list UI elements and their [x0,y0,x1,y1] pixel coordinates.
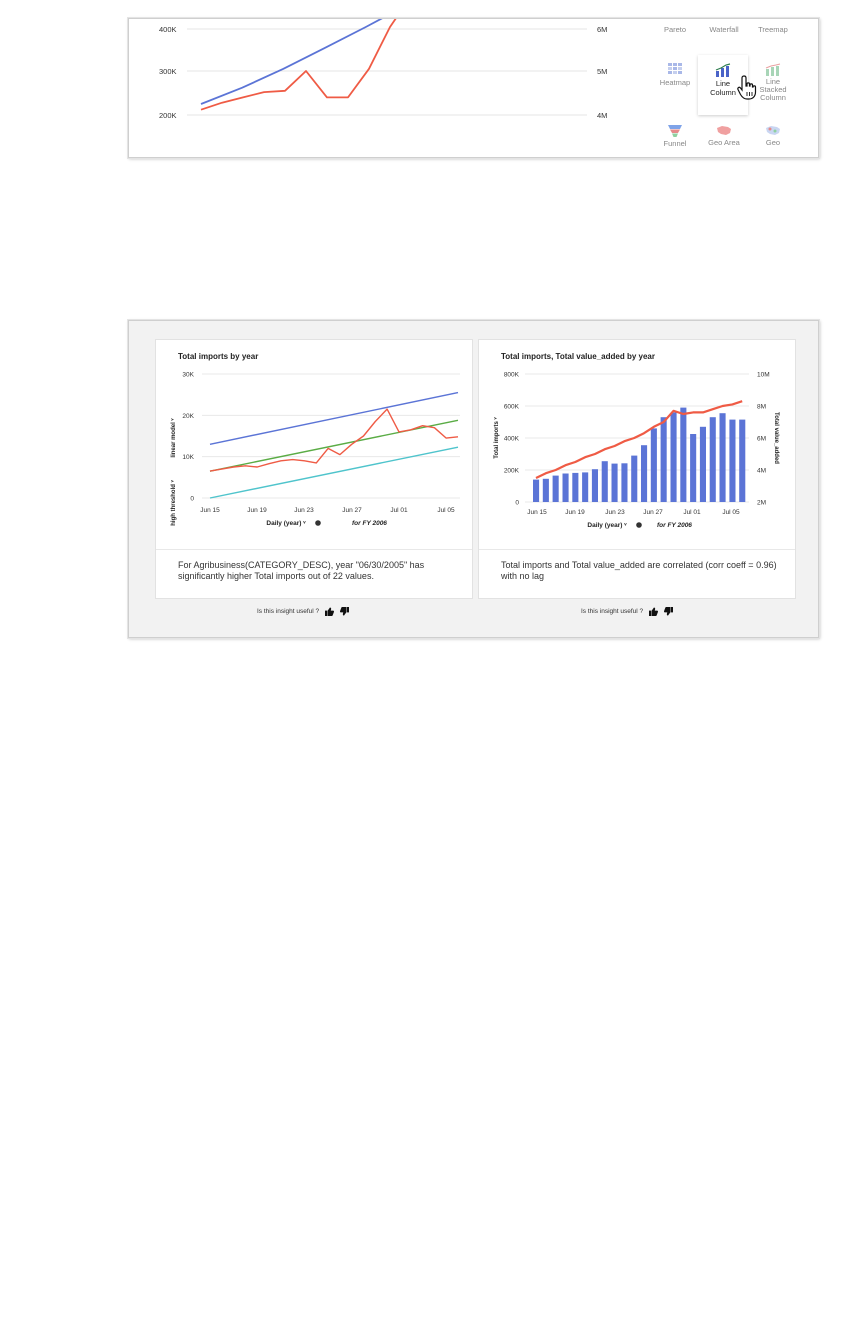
y-tick-label: 800K [503,371,519,379]
funnel-icon [668,125,682,137]
thumbs-down-icon[interactable] [340,607,349,616]
chart-type-panel [649,19,819,157]
y-tick-label: 10K [182,454,194,462]
y2-axis-label: Total value_added [773,412,779,464]
geo-icon [765,125,781,136]
bar [533,480,539,502]
x-tick-label: Jun 27 [643,509,663,516]
chart-type-heatmap[interactable] [652,63,698,87]
y-tick-label: 600K [503,403,519,411]
hand-cursor-icon [737,75,759,101]
x-axis-label: Daily (year) ᵛ [587,522,627,529]
chart-type-label: Line Stacked Column [759,77,787,102]
y2-tick-label: 6M [597,25,608,34]
geo-area-icon [716,125,732,136]
bar [543,479,549,502]
bar [671,412,677,502]
chart-type-label: Pareto [663,25,687,34]
bar [690,434,696,502]
y2-tick-label: 8M [757,403,767,411]
feedback-row-1 [257,607,349,616]
info-icon [315,520,321,526]
bar [720,413,726,502]
bar [700,427,706,502]
info-icon [636,522,642,528]
bar [680,408,686,502]
x-tick-label: Jul 01 [683,509,701,516]
x-tick-label: Jun 23 [605,509,625,516]
y2-tick-label: 4M [757,467,767,475]
y-tick-label: 30K [182,371,194,379]
x-tick-label: Jun 19 [247,507,267,514]
y-tick-label: 20K [182,412,194,420]
series-line [210,447,458,498]
x-tick-label: Jun 27 [342,507,362,514]
x-tick-label: Jul 05 [437,507,455,514]
top-chart-screenshot [128,18,819,158]
y2-tick-label: 2M [757,499,767,507]
y2-tick-label: 6M [757,435,767,443]
bar [563,474,569,503]
bar [631,456,637,502]
y-axis-label: Total imports ᵛ [494,417,500,459]
feedback-question: Is this insight useful ? [581,608,644,615]
insight-text: For Agribusiness(CATEGORY_DESC), year "06/30/2005" has significantly higher Total imports out of 22 values. [178,560,425,581]
x-tick-label: Jun 15 [527,509,547,516]
top-line-chart [129,19,609,157]
imports-value-added-combo-chart [479,368,795,548]
y-tick-label: 400K [159,25,177,34]
series-line [201,19,407,104]
y-axis-label-bottom: high threshold ᵛ [171,480,177,526]
series-line [210,393,458,445]
series-line [201,19,411,110]
bar [729,420,735,502]
insight-text: Total imports and Total value_added are correlated (corr coeff = 0.96) with no lag [501,560,777,581]
series-line [210,420,458,471]
x-tick-label: Jul 01 [390,507,408,514]
chart-type-label: Treemap [758,25,788,34]
feedback-question: Is this insight useful ? [257,608,320,615]
line-stacked-column-icon [765,63,781,76]
line-column-icon [715,63,731,77]
divider [479,549,795,550]
chart-type-label: Funnel [663,139,687,148]
bar [582,472,588,502]
y2-tick-label: 10M [757,371,770,379]
x-tick-label: Jul 05 [722,509,740,516]
x-tick-label: Jun 15 [200,507,220,514]
thumbs-up-icon[interactable] [325,607,334,616]
chart-type-label: Geo [765,138,781,147]
y-tick-label: 300K [159,67,177,76]
bar [739,420,745,502]
insight-card-1 [155,339,473,599]
chart-type-label: Geo Area [708,138,740,147]
bar [710,417,716,502]
chart-type-label: Heatmap [659,78,691,87]
chart-type-label: Waterfall [709,25,739,34]
chart-type-pareto[interactable] [652,25,698,34]
x-tick-label: Jun 19 [565,509,585,516]
y-tick-label: 200K [503,467,519,475]
y-tick-label: 200K [159,111,177,120]
chart-type-funnel[interactable] [652,125,698,148]
thumbs-up-icon[interactable] [649,607,658,616]
bar [553,476,559,502]
y-axis-label-top: linear model ᵛ [171,418,177,458]
y2-tick-label: 5M [597,67,608,76]
feedback-row-2 [581,607,673,616]
bar [651,428,657,502]
card-title: Total imports, Total value_added by year [501,352,655,361]
bar [621,463,627,502]
chart-type-label: Line Column [710,79,736,97]
y-tick-label: 0 [190,495,194,503]
total-imports-line-chart [156,368,472,548]
bar [572,473,578,502]
thumbs-down-icon[interactable] [664,607,673,616]
bar [661,417,667,502]
heatmap-icon [668,63,682,76]
chart-type-geo-area[interactable] [701,125,747,147]
chart-type-treemap[interactable] [750,25,796,34]
card-title: Total imports by year [178,352,259,361]
y-tick-label: 400K [503,435,519,443]
y2-tick-label: 4M [597,111,608,120]
insight-card-2 [478,339,796,599]
bar [592,469,598,502]
bar [612,464,618,502]
chart-type-waterfall[interactable] [701,25,747,34]
x-axis-suffix: for FY 2006 [657,522,692,529]
divider [156,549,472,550]
y-tick-label: 0 [515,499,519,507]
bar [602,461,608,502]
chart-type-geo[interactable] [750,125,796,147]
insights-screenshot [128,320,819,638]
x-axis-label: Daily (year) ᵛ [266,520,306,527]
x-axis-suffix: for FY 2006 [352,520,387,527]
bar [641,445,647,502]
x-tick-label: Jun 23 [294,507,314,514]
